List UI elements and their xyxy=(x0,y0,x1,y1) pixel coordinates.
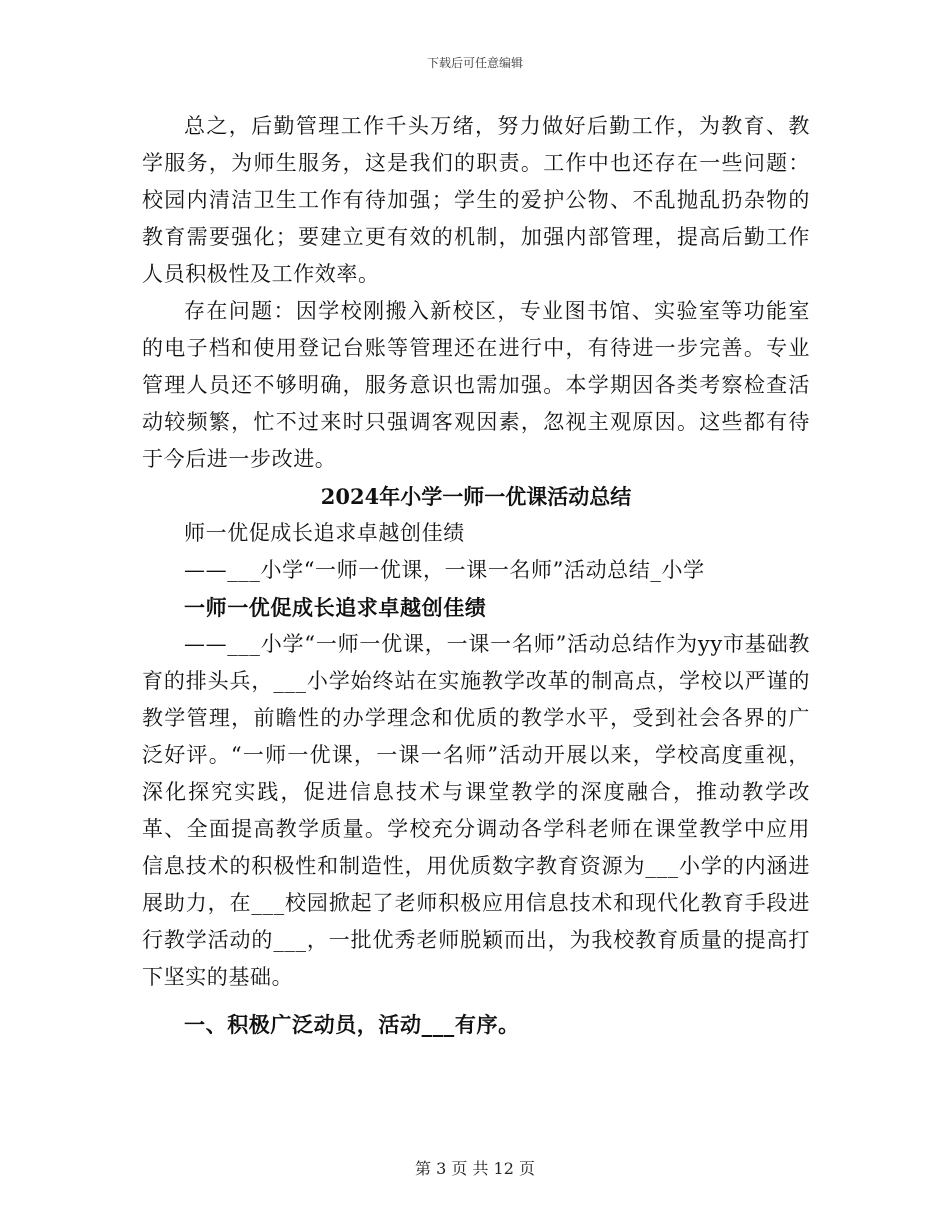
section-heading-1: 一、积极广泛动员，活动___有序。 xyxy=(184,1012,520,1037)
document-title: 2024年小学一师一优课活动总结 xyxy=(320,484,632,509)
subtitle-line-1: 师一优促成长追求卓越创佳绩 xyxy=(184,521,465,545)
bold-heading: 一师一优促成长追求卓越创佳绩 xyxy=(184,595,487,620)
paragraph-activity-summary: ——___小学“一师一优课，一课一名师”活动总结作为yy市基础教育的排头兵，___小学始终站在实施教学改革的制高点，学校以严谨的教学管理，前瞻性的办学理念和优质的教学水平，受到社会各界的广泛好评。“一师一优课，一课一名师”活动开展以来，学校高度重视，深化探究实践，促进信息技术与课堂教学的深度融合，推动教学改革、全面提高教学质量。学校充分调动各学科老师在课堂教学中应用信息技术的积极性和制造性，用优质数字教育资源为___小学的内涵进展助力，在___校园掀起了老师积极应用信息技术和现代化教育手段进行教学活动的___，一批优秀老师脱颖而出，为我校教育质量的提高打下坚实的基础。 xyxy=(142,632,810,989)
page-number-footer: 第 3 页 共 12 页 xyxy=(415,1159,535,1178)
document-body xyxy=(142,108,810,1043)
paragraph-problems: 存在问题：因学校刚搬入新校区，专业图书馆、实验室等功能室的电子档和使用登记台账等管理还在进行中，有待进一步完善。专业管理人员还不够明确，服务意识也需加强。本学期因各类考察检查活动较频繁，忙不过来时只强调客观因素，忽视主观原因。这些都有待于今后进一步改进。 xyxy=(142,299,810,471)
page-header-note: 下载后可任意编辑 xyxy=(426,56,523,70)
subtitle-line-2: ——___小学“一师一优课，一课一名师”活动总结_小学 xyxy=(184,558,705,582)
paragraph-summary: 总之，后勤管理工作千头万绪，努力做好后勤工作，为教育、教学服务，为师生服务，这是我们的职责。工作中也还存在一些问题：校园内清洁卫生工作有待加强；学生的爱护公物、不乱抛乱扔杂物的教育需要强化；要建立更有效的机制，加强内部管理，提高后勤工作人员积极性及工作效率。 xyxy=(142,114,810,286)
